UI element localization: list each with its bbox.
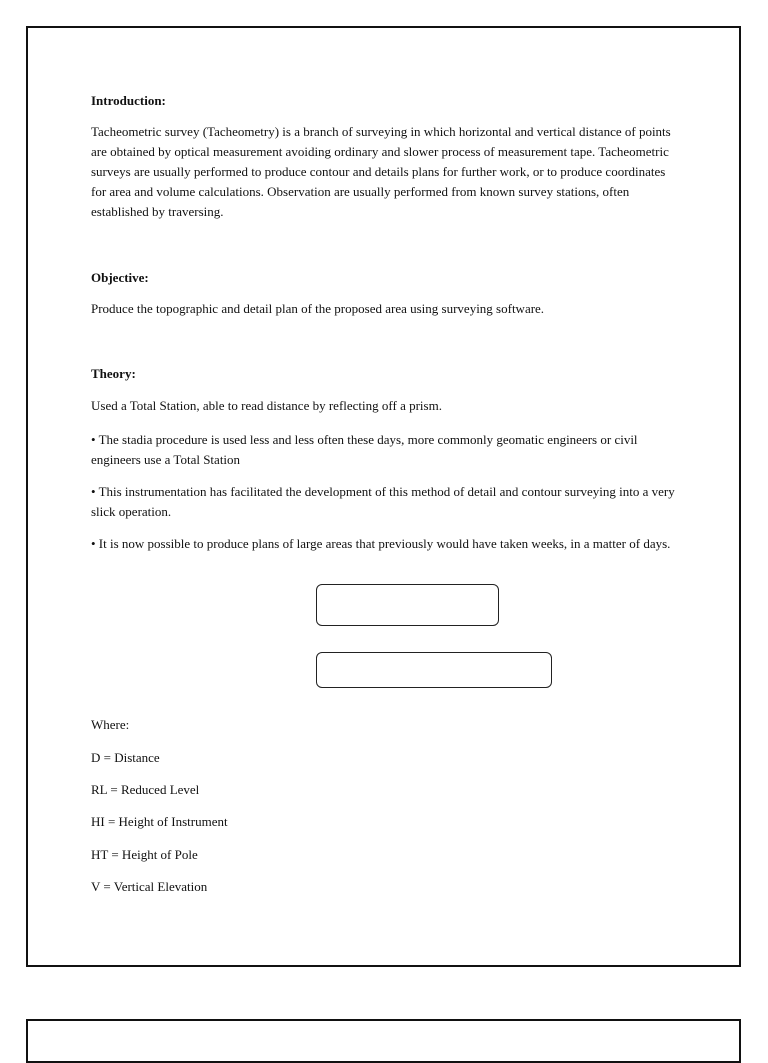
- introduction-paragraph: Tacheometric survey (Tacheometry) is a branch of surveying in which horizontal and vertical distance of points are obtained by optical measurement avoiding ordinary and slower process of measurement tape. Tacheometric surveys are usually performed to produce contour and details plans for further work, or to produce coordinates for area and volume calculations. Observation are usually performed from known survey stations, often established by traversing.: [91, 124, 671, 219]
- definition-item: HI = Height of Instrument: [91, 814, 228, 829]
- definition-item: V = Vertical Elevation: [91, 879, 208, 894]
- equation-box: [316, 652, 552, 688]
- introduction-heading: Introduction:: [91, 93, 166, 108]
- theory-bullet: • The stadia procedure is used less and less often these days, more commonly geomatic engineers or civil engineers use a Total Station: [91, 432, 638, 467]
- objective-heading: Objective:: [91, 270, 149, 285]
- equation-box: [316, 584, 499, 626]
- theory-bullet: • This instrumentation has facilitated the development of this method of detail and contour surveying into a very slick operation.: [91, 484, 675, 519]
- definition-item: RL = Reduced Level: [91, 782, 200, 797]
- where-label: Where:: [91, 717, 130, 732]
- objective-paragraph: Produce the topographic and detail plan of the proposed area using surveying software.: [91, 301, 545, 316]
- document-page: [26, 26, 741, 967]
- theory-bullet: • It is now possible to produce plans of large areas that previously would have taken weeks, in a matter of days.: [91, 536, 671, 551]
- next-page-edge: [26, 1019, 741, 1063]
- definition-item: HT = Height of Pole: [91, 847, 198, 862]
- theory-heading: Theory:: [91, 366, 136, 381]
- theory-intro: Used a Total Station, able to read distance by reflecting off a prism.: [91, 398, 442, 413]
- definition-item: D = Distance: [91, 750, 160, 765]
